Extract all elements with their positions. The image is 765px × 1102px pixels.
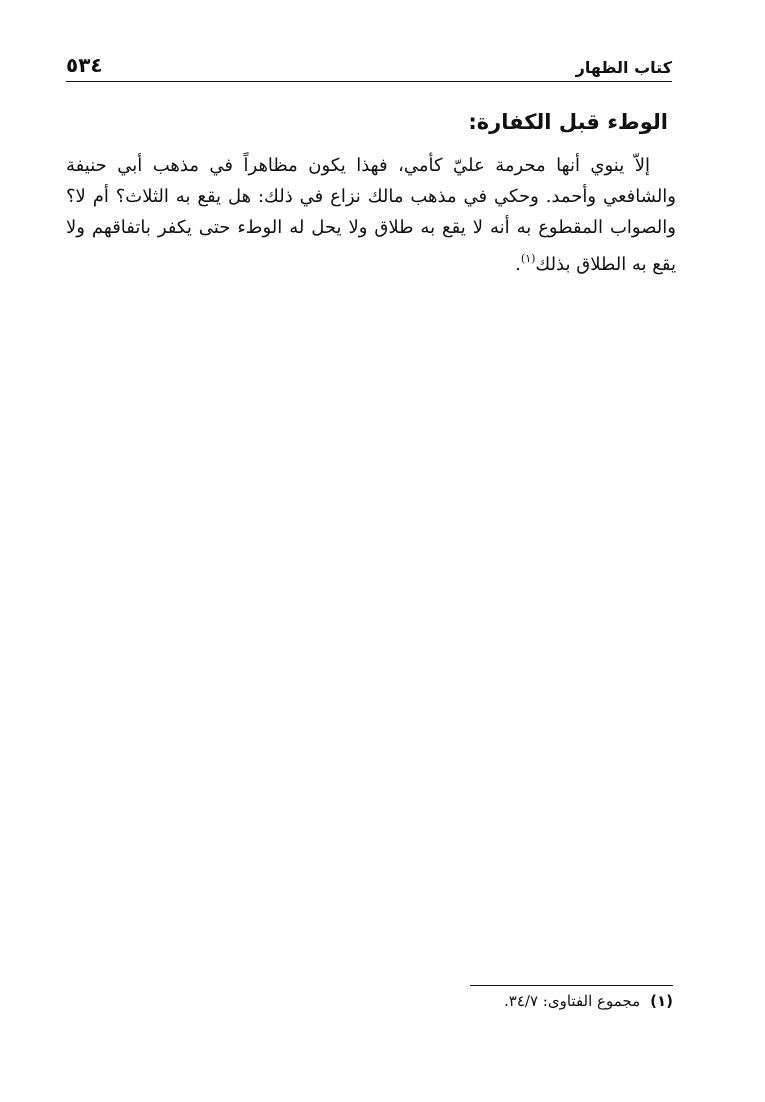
- footnote-text: مجموع الفتاوى: ٣٤/٧.: [504, 992, 641, 1010]
- footnote-number: (١): [650, 992, 673, 1010]
- section-heading: الوطء قبل الكفارة:: [468, 110, 668, 134]
- body-text: [66, 150, 676, 280]
- running-header: [66, 44, 672, 82]
- paragraph: [66, 150, 676, 280]
- footnote: [504, 992, 673, 1010]
- book-title: كتاب الظهار: [575, 58, 672, 77]
- paragraph-end: .: [515, 254, 521, 275]
- footnote-reference[interactable]: (١): [520, 252, 536, 265]
- footnote-divider: [470, 985, 673, 986]
- paragraph-text: إلاّ ينوي أنها محرمة عليّ كأمي، فهذا يكون مظاهراً في مذهب أبي حنيفة والشافعي وأحمد. وحكي في مذهب مالك نزاع في ذلك: هل يقع به الثلاث؟ أم لا؟ والصواب المقطوع به أنه لا يقع به طلاق ولا يحل له الوطء حتى يكفر باتفاقهم ولا يقع به الطلاق بذلك: [66, 155, 676, 275]
- page-number: ٥٣٤: [66, 53, 103, 77]
